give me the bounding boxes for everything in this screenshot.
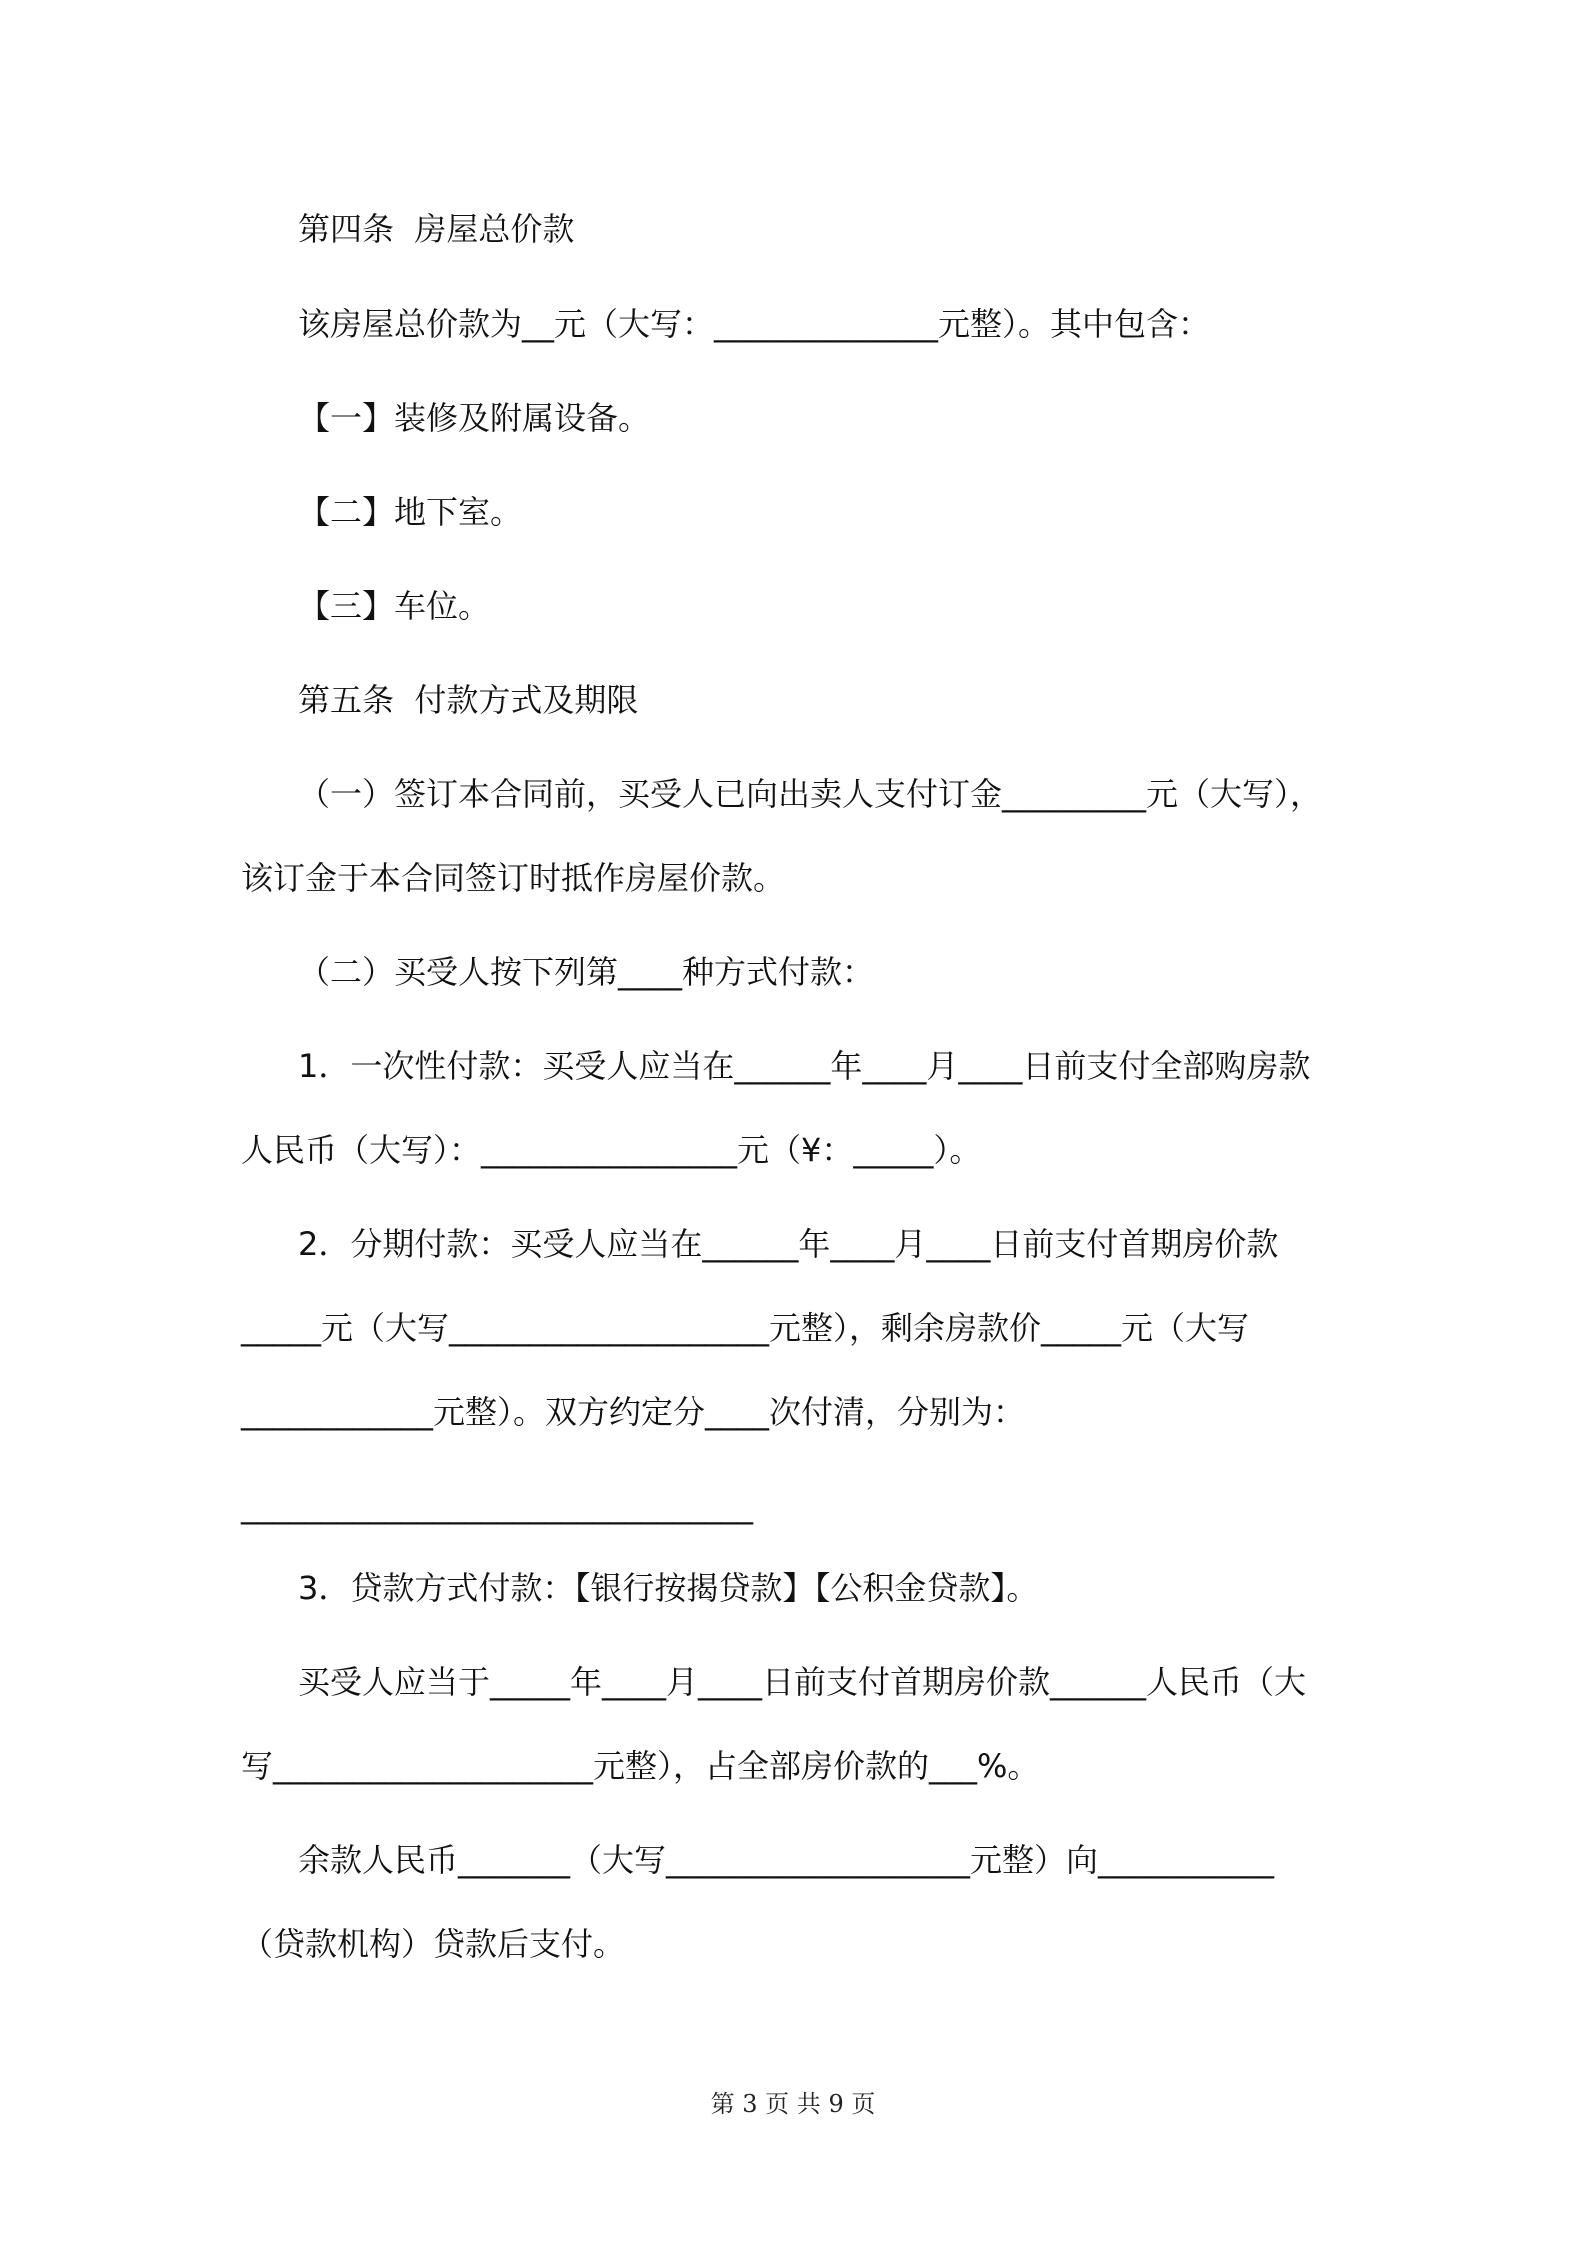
- loan-balance-line-2: （贷款机构）贷款后支付。: [241, 1925, 626, 1963]
- article-4-heading: 第四条 房屋总价款: [298, 210, 575, 248]
- included-item-2: 【二】地下室。: [298, 493, 523, 531]
- included-item-1: 【一】装修及附属设备。: [298, 399, 651, 437]
- loan-balance-line-1: 余款人民币_______（大写___________________元整）向___________: [298, 1841, 1275, 1879]
- included-item-3: 【三】车位。: [298, 587, 491, 625]
- page-number-footer: 第 3 页 共 9 页: [710, 2090, 876, 2118]
- lump-sum-line-2: 人民币（大写）：________________元（¥：_____）。: [241, 1131, 982, 1169]
- deposit-clause-line-1: （一）签订本合同前，买受人已向出卖人支付订金_________元（大写），: [298, 775, 1323, 813]
- installment-line-1: 2．分期付款：买受人应当在______年____月____日前支付首期房价款: [298, 1225, 1279, 1263]
- payment-method-selector: （二）买受人按下列第____种方式付款：: [298, 953, 875, 991]
- lump-sum-line-1: 1．一次性付款：买受人应当在______年____月____日前支付全部购房款: [298, 1047, 1311, 1085]
- installment-line-2: _____元（大写____________________元整），剩余房款价_____元（大写: [241, 1309, 1250, 1347]
- installment-line-4: ________________________________: [241, 1487, 753, 1525]
- loan-down-payment-line-1: 买受人应当于_____年____月____日前支付首期房价款______人民币（大: [298, 1663, 1307, 1701]
- loan-down-payment-line-2: 写____________________元整），占全部房价款的___%。: [241, 1747, 1040, 1785]
- deposit-clause-line-2: 该订金于本合同签订时抵作房屋价款。: [241, 859, 786, 897]
- installment-line-3: ____________元整）。双方约定分____次付清，分别为：: [241, 1393, 1026, 1431]
- total-price-line: 该房屋总价款为__元（大写：______________元整）。其中包含：: [298, 305, 1211, 343]
- article-5-heading: 第五条 付款方式及期限: [298, 681, 639, 719]
- loan-payment-heading: 3．贷款方式付款：【银行按揭贷款】【公积金贷款】。: [298, 1569, 1039, 1607]
